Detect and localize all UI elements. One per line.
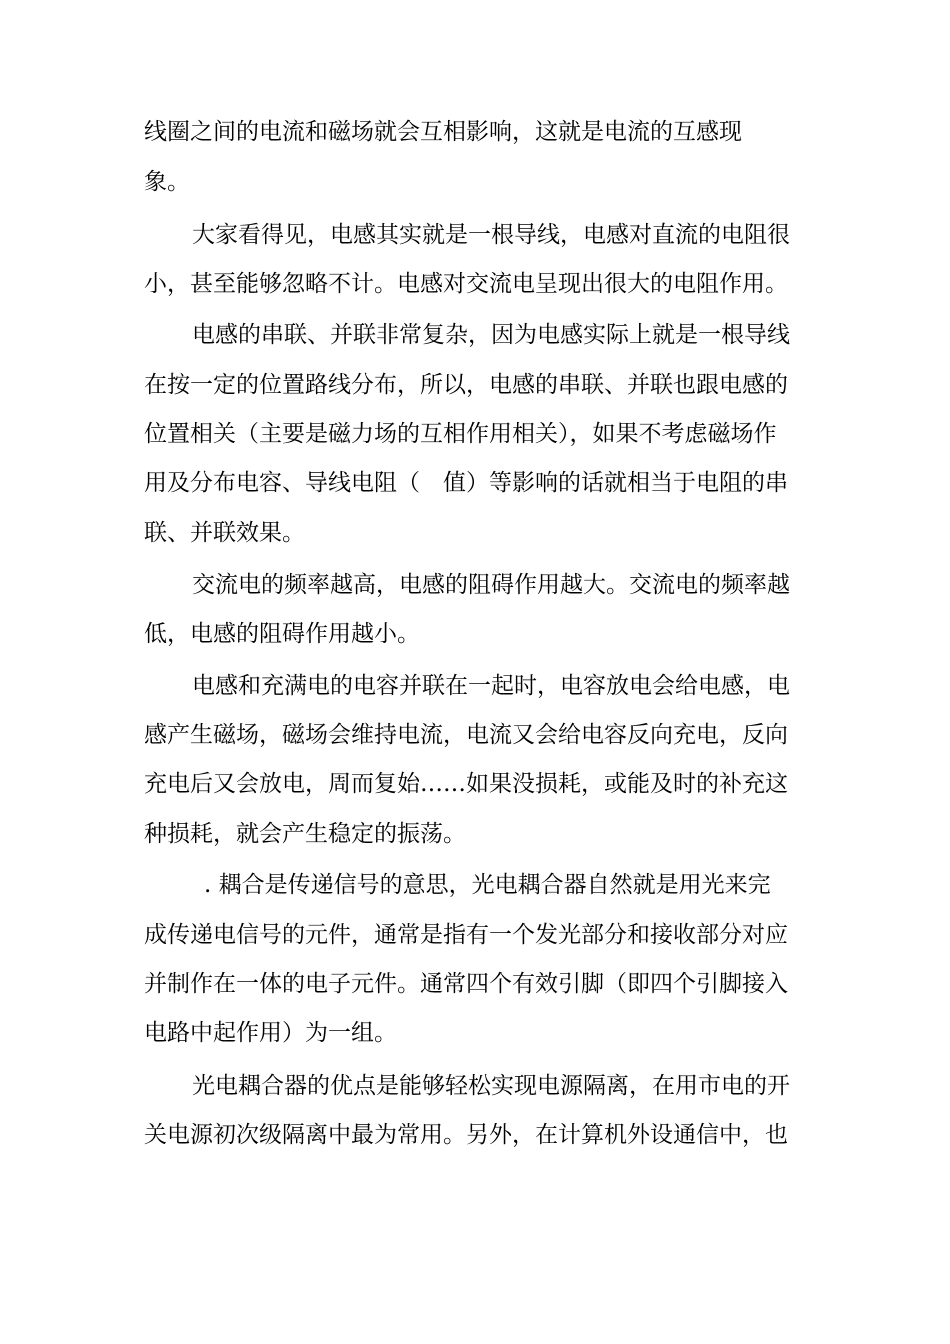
text-line: 联、并联效果。: [144, 520, 305, 546]
text-line: 交流电的频率越高，电感的阻碍作用越大。交流电的频率越: [192, 572, 790, 598]
text-line: 感产生磁场，磁场会维持电流，电流又会给电容反向充电，反向: [144, 722, 788, 748]
text-line: 电感的串联、并联非常复杂，因为电感实际上就是一根导线: [192, 322, 790, 348]
text-line: 成传递电信号的元件，通常是指有一个发光部分和接收部分对应: [144, 922, 788, 948]
text-line: 电感和充满电的电容并联在一起时，电容放电会给电感，电: [192, 673, 790, 699]
text-line: 大家看得见，电感其实就是一根导线，电感对直流的电阻很: [192, 222, 790, 248]
text-line: 电路中起作用）为一组。: [144, 1020, 397, 1046]
text-line: . 耦合是传递信号的意思，光电耦合器自然就是用光来完: [204, 872, 771, 898]
text-line: 并制作在一体的电子元件。通常四个有效引脚（即四个引脚接入: [144, 971, 788, 997]
text-line: 低，电感的阻碍作用越小。: [144, 621, 420, 647]
text-line: 充电后又会放电，周而复始……如果没损耗，或能及时的补充这: [144, 771, 788, 797]
text-line: 光电耦合器的优点是能够轻松实现电源隔离，在用市电的开: [192, 1073, 790, 1099]
text-line: 位置相关（主要是磁力场的互相作用相关），如果不考虑磁场作: [144, 421, 777, 447]
text-line: 在按一定的位置路线分布，所以，电感的串联、并联也跟电感的: [144, 372, 788, 398]
text-line: 象。: [144, 169, 190, 195]
text-line: 用及分布电容、导线电阻（ 值）等影响的话就相当于电阻的串: [144, 470, 788, 496]
text-line: 线圈之间的电流和磁场就会互相影响，这就是电流的互感现: [144, 119, 742, 145]
text-line: 种损耗，就会产生稳定的振荡。: [144, 821, 466, 847]
text-line: 小，甚至能够忽略不计。电感对交流电呈现出很大的电阻作用。: [144, 271, 788, 297]
text-line: 关电源初次级隔离中最为常用。另外，在计算机外设通信中，也: [144, 1122, 788, 1148]
